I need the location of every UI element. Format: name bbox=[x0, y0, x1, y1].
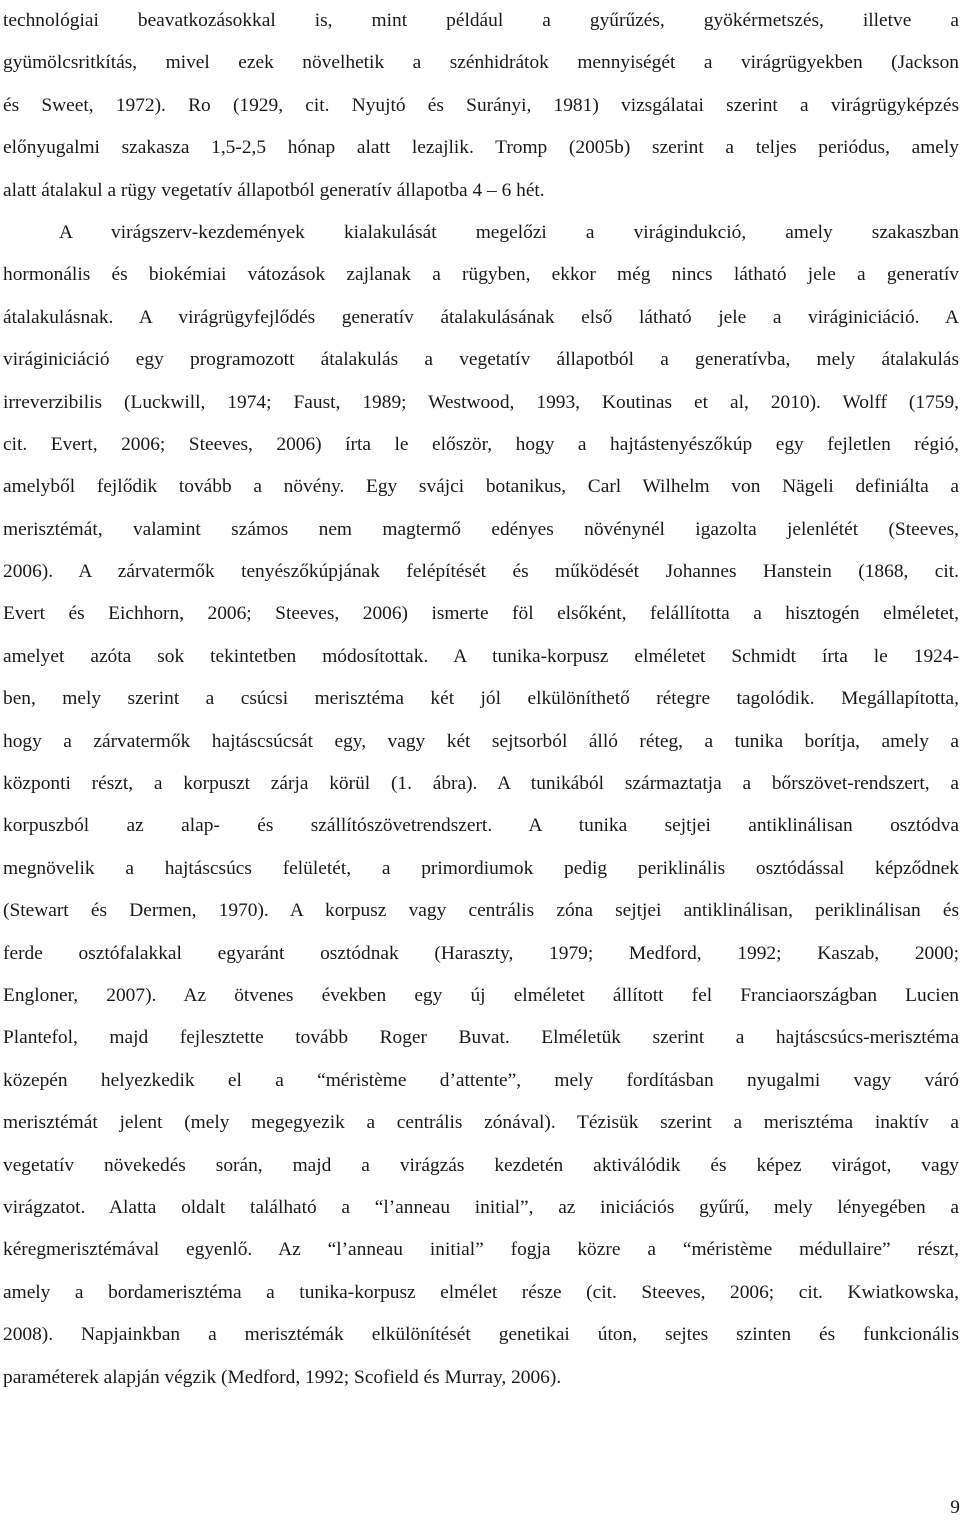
text-line: merisztémát jelent (mely megegyezik a centrális zónával). Tézisük szerint a merisztéma inaktív a bbox=[3, 1112, 959, 1134]
text-line: ferde osztófalakkal egyaránt osztódnak (Haraszty, 1979; Medford, 1992; Kaszab, 2000; bbox=[3, 942, 959, 964]
paragraph-end-line: paraméterek alapján végzik (Medford, 1992; Scofield és Murray, 2006). bbox=[3, 1366, 562, 1388]
text-line: átalakulásnak. A virágrügyfejlődés generatív átalakulásának első látható jele a viráginiciáció. A bbox=[3, 306, 959, 328]
text-line: Evert és Eichhorn, 2006; Steeves, 2006) ismerte föl elsőként, felállította a hisztogén elméletet, bbox=[3, 603, 959, 625]
text-line: korpuszból az alap- és szállítószövetrendszert. A tunika sejtjei antiklinálisan osztódva bbox=[3, 815, 959, 837]
text-line: 2006). A zárvatermők tenyészőkúpjának felépítését és működését Johannes Hanstein (1868, cit. bbox=[3, 561, 959, 583]
text-line: cit. Evert, 2006; Steeves, 2006) írta le először, hogy a hajtástenyészőkúp egy fejletlen régió, bbox=[3, 433, 959, 455]
text-line: központi részt, a korpuszt zárja körül (1. ábra). A tunikából származtatja a bőrszövet-rendszert, a bbox=[3, 773, 959, 795]
paragraph-end-line: alatt átalakul a rügy vegetatív állapotból generatív állapotba 4 – 6 hét. bbox=[3, 179, 545, 201]
text-line: (Stewart és Dermen, 1970). A korpusz vagy centrális zóna sejtjei antiklinálisan, periklinálisan és bbox=[3, 900, 959, 922]
text-line: gyümölcsritkítás, mivel ezek növelhetik a szénhidrátok mennyiségét a virágrügyekben (Jackson bbox=[3, 52, 959, 74]
text-line: hogy a zárvatermők hajtáscsúcsát egy, vagy két sejtsorból álló réteg, a tunika borítja, amely a bbox=[3, 730, 959, 752]
text-line: megnövelik a hajtáscsúcs felületét, a primordiumok pedig periklinális osztódással képződnek bbox=[3, 857, 959, 879]
text-line: kéregmerisztémával egyenlő. Az “l’anneau initial” fogja közre a “méristème médullaire” részt, bbox=[3, 1239, 959, 1261]
text-line: közepén helyezkedik el a “méristème d’attente”, mely fordításban nyugalmi vagy váró bbox=[3, 1069, 959, 1091]
text-line: 2008). Napjainkban a merisztémák elkülönítését genetikai úton, sejtes szinten és funkcionális bbox=[3, 1324, 959, 1346]
text-line: Engloner, 2007). Az ötvenes években egy új elméletet állított fel Franciaországban Lucien bbox=[3, 984, 959, 1006]
text-line: vegetatív növekedés során, majd a virágzás kezdetén aktiválódik és képez virágot, vagy bbox=[3, 1154, 959, 1176]
text-line: Plantefol, majd fejlesztette tovább Roger Buvat. Elméletük szerint a hajtáscsúcs-merisztéma bbox=[3, 1027, 959, 1049]
text-line: amelyet azóta sok tekintetben módosítottak. A tunika-korpusz elméletet Schmidt írta le 1924- bbox=[3, 645, 959, 667]
text-line: előnyugalmi szakasza 1,5-2,5 hónap alatt lezajlik. Tromp (2005b) szerint a teljes periódus, amely bbox=[3, 137, 959, 159]
text-line: technológiai beavatkozásokkal is, mint például a gyűrűzés, gyökérmetszés, illetve a bbox=[3, 10, 959, 31]
document-body bbox=[3, 0, 959, 1399]
text-line: irreverzibilis (Luckwill, 1974; Faust, 1989; Westwood, 1993, Koutinas et al, 2010). Wolff (1759, bbox=[3, 391, 959, 413]
text-line: amely a bordamerisztéma a tunika-korpusz elmélet része (cit. Steeves, 2006; cit. Kwiatkowska, bbox=[3, 1281, 959, 1303]
text-line: és Sweet, 1972). Ro (1929, cit. Nyujtó és Surányi, 1981) vizsgálatai szerint a virágrügyképzés bbox=[3, 94, 959, 116]
text-line: ben, mely szerint a csúcsi merisztéma két jól elkülöníthető rétegre tagolódik. Megállapította, bbox=[3, 688, 959, 710]
text-line: merisztémát, valamint számos nem magtermő edényes növénynél igazolta jelenlétét (Steeves, bbox=[3, 518, 959, 540]
page-number: 9 bbox=[950, 1497, 960, 1518]
text-line: viráginiciáció egy programozott átalakulás a vegetatív állapotból a generatívba, mely átalakulás bbox=[3, 349, 959, 371]
paragraph-start-line: A virágszerv-kezdemények kialakulását megelőzi a virágindukció, amely szakaszban bbox=[59, 221, 959, 243]
text-line: hormonális és biokémiai vátozások zajlanak a rügyben, ekkor még nincs látható jele a generatív bbox=[3, 264, 959, 286]
text-line: amelyből fejlődik tovább a növény. Egy svájci botanikus, Carl Wilhelm von Nägeli definiálta a bbox=[3, 476, 959, 498]
text-line: virágzatot. Alatta oldalt található a “l’anneau initial”, az iniciációs gyűrű, mely lényegében a bbox=[3, 1196, 959, 1218]
